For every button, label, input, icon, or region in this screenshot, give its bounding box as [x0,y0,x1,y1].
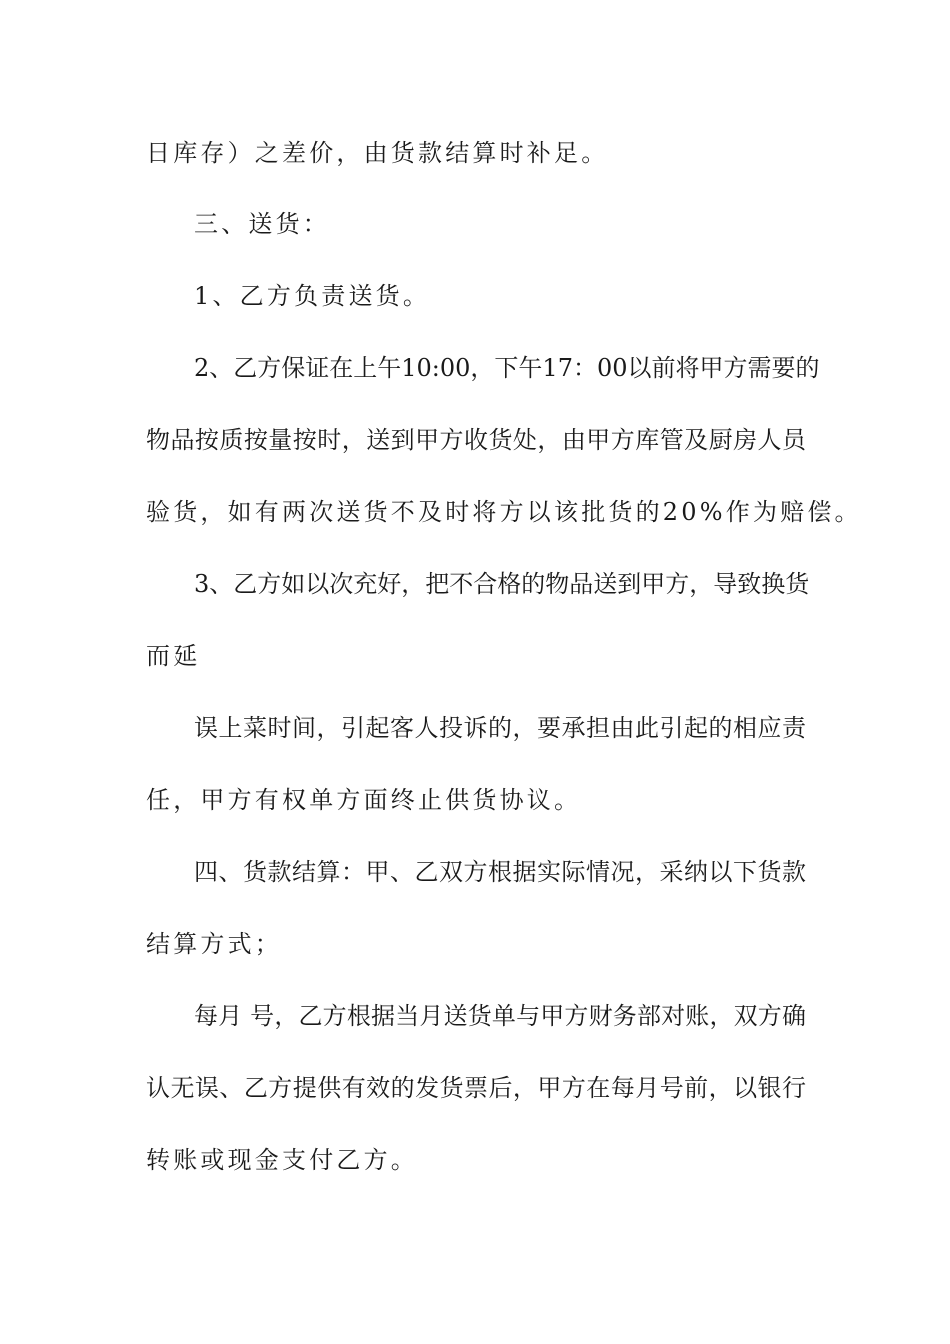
paragraph-line: 每月 号，乙方根据当月送货单与甲方财务部对账，双方确 [194,1002,806,1030]
paragraph-line: 任，甲方有权单方面终止供货协议。 [146,786,582,814]
paragraph-line: 认无误、乙方提供有效的发货票后，甲方在每月号前，以银行 [146,1074,806,1102]
paragraph-line: 日库存）之差价，由货款结算时补足。 [146,139,609,167]
paragraph-line: 1、乙方负责送货。 [194,282,431,310]
paragraph-line: 而延 [146,642,201,670]
paragraph-line: 误上菜时间，引起客人投诉的，要承担由此引起的相应责 [194,714,806,742]
section-heading: 三、送货： [194,210,330,238]
paragraph-line: 转账或现金支付乙方。 [146,1146,418,1174]
paragraph-line: 2、乙方保证在上午10:00，下午17：00以前将甲方需要的 [194,354,820,382]
section-heading: 四、货款结算：甲、乙双方根据实际情况，采纳以下货款 [194,858,806,886]
paragraph-line: 验货，如有两次送货不及时将方以该批货的20%作为赔偿。 [146,498,862,526]
paragraph-line: 物品按质按量按时，送到甲方收货处，由甲方库管及厨房人员 [146,426,806,454]
paragraph-line: 3、乙方如以次充好，把不合格的物品送到甲方，导致换货 [194,570,810,598]
paragraph-line: 结算方式； [146,930,282,958]
